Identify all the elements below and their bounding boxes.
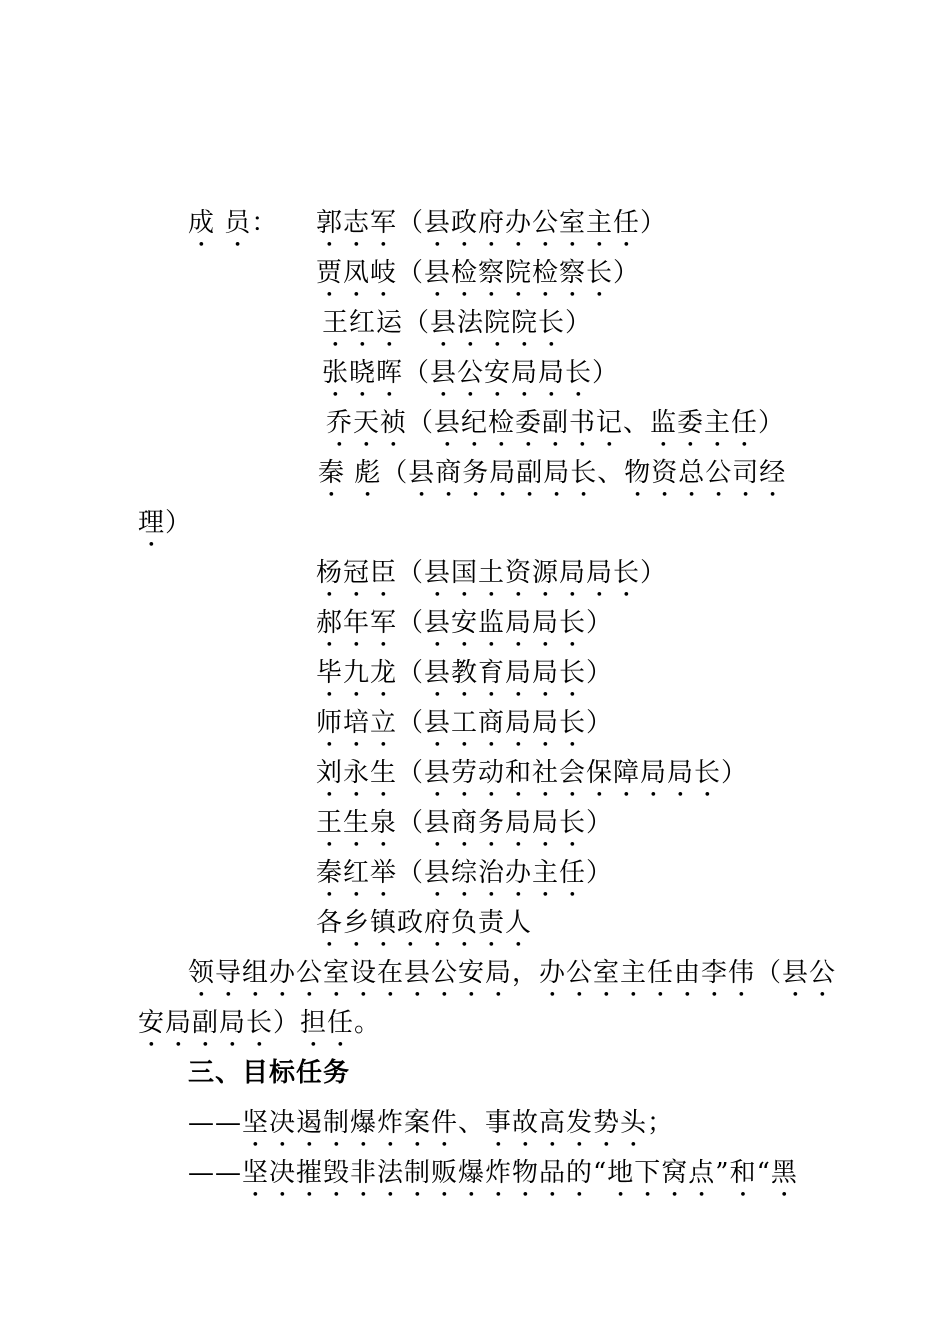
member-line: 郭志军（县政府办公室主任） — [316, 208, 668, 238]
member-line: 王红运（县法院院长） — [322, 308, 593, 338]
member-line-wrap: 理） — [138, 508, 193, 538]
target-item: ——坚决遏制爆炸案件、事故高发势头； — [188, 1108, 675, 1138]
section-heading: 三、目标任务 — [188, 1058, 351, 1088]
member-line: 王生泉（县商务局局长） — [316, 808, 614, 838]
member-line: 乔天祯（县纪检委副书记、监委主任） — [326, 408, 786, 438]
member-line: 张晓晖（县公安局局长） — [322, 358, 620, 388]
office-paragraph-line: 安局副局长）担任。 — [138, 1008, 382, 1038]
member-line: 毕九龙（县教育局局长） — [316, 658, 614, 688]
member-line: 各乡镇政府负责人 — [316, 908, 533, 938]
target-item: ——坚决摧毁非法制贩爆炸物品的“地下窝点”和“黑 — [188, 1158, 798, 1188]
member-line: 师培立（县工商局局长） — [316, 708, 614, 738]
members-label: 成 员： — [188, 208, 279, 238]
office-paragraph-line: 领导组办公室设在县公安局，办公室主任由李伟（县公 — [188, 958, 837, 988]
member-line: 杨冠臣（县国土资源局局长） — [316, 558, 668, 588]
member-line: 郝年军（县安监局局长） — [316, 608, 614, 638]
member-line: 刘永生（县劳动和社会保障局局长） — [316, 758, 749, 788]
member-line: 秦 彪（县商务局副局长、物资总公司经 — [318, 458, 787, 488]
member-line: 秦红举（县综治办主任） — [316, 858, 614, 888]
member-line: 贾凤岐（县检察院检察长） — [316, 258, 641, 288]
